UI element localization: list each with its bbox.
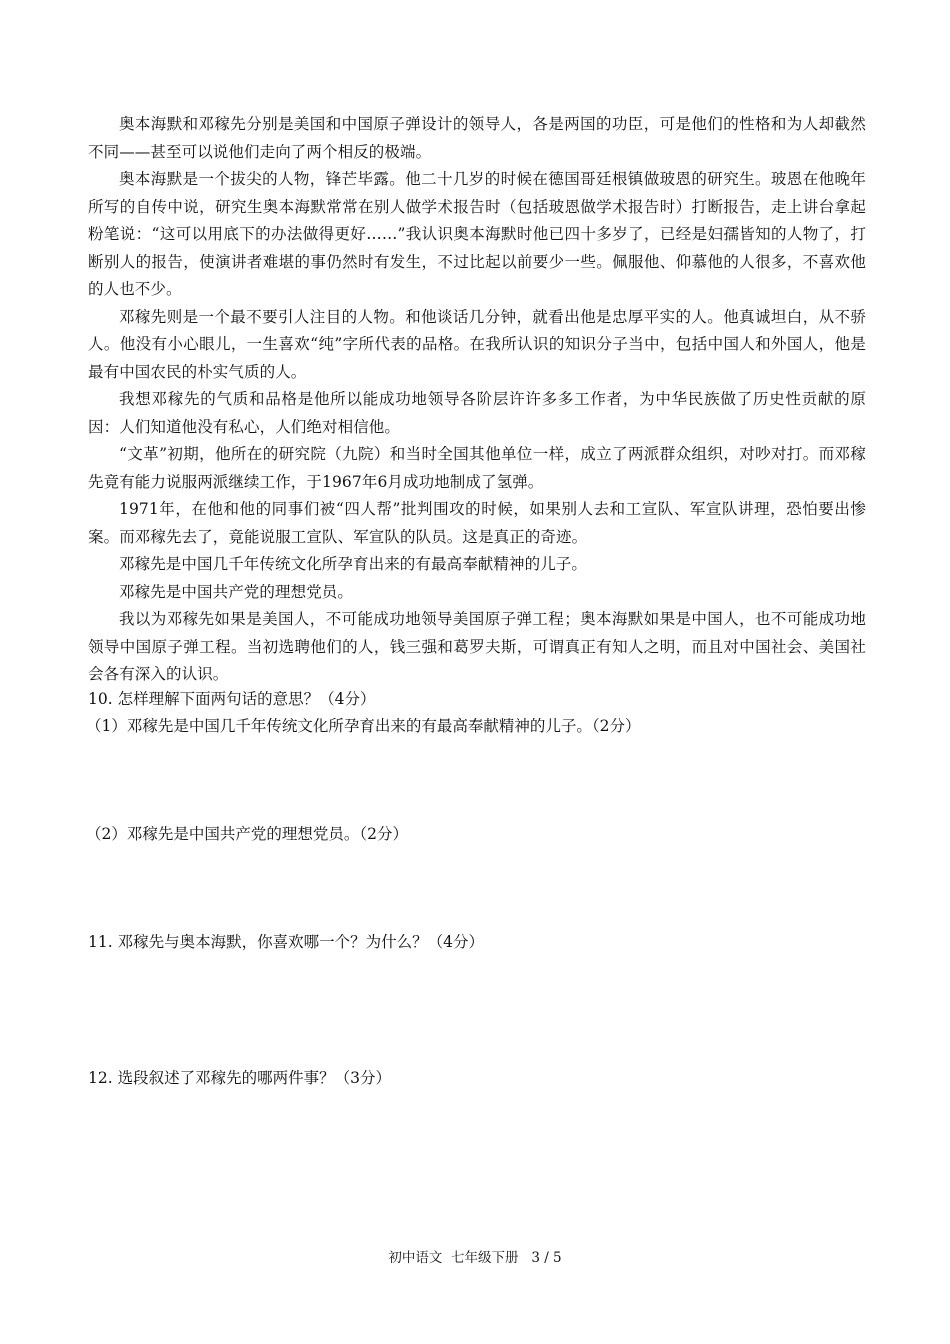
question-11: 11. 邓稼先与奥本海默，你喜欢哪一个？为什么？（4分）	[88, 933, 484, 951]
question-10: 10. 怎样理解下面两句话的意思？（4分）	[88, 690, 376, 708]
passage-paragraph-3: 邓稼先则是一个最不要引人注目的人物。和他谈话几分钟，就看出他是忠厚平实的人。他真诚坦白，从不骄人。他没有小心眼儿，一生喜欢“纯”字所代表的品格。在我所认识的知识分子当中，包括中国人和外国人，他是最有中国农民的朴实气质的人。	[88, 307, 866, 381]
reading-passage	[88, 111, 866, 689]
passage-paragraph-2: 奥本海默是一个拔尖的人物，锋芒毕露。他二十几岁的时候在德国哥廷根镇做玻恩的研究生。玻恩在他晚年所写的自传中说，研究生奥本海默常常在别人做学术报告时（包括玻恩做学术报告时）打断报告，走上讲台拿起粉笔说：“这可以用底下的办法做得更好……”我认识奥本海默时他已四十多岁了，已经是妇孺皆知的人物了，打断别人的报告，使演讲者难堪的事仍然时有发生，不过比起以前要少一些。佩服他、仰慕他的人很多，不喜欢他的人也不少。	[88, 170, 866, 298]
passage-paragraph-4: 我想邓稼先的气质和品格是他所以能成功地领导各阶层许许多多工作者，为中华民族做了历史性贡献的原因：人们知道他没有私心，人们绝对相信他。	[88, 390, 866, 436]
passage-paragraph-1: 奥本海默和邓稼先分别是美国和中国原子弹设计的领导人，各是两国的功臣，可是他们的性格和为人却截然不同——甚至可以说他们走向了两个相反的极端。	[88, 115, 866, 161]
question-10-part-2: （2）邓稼先是中国共产党的理想党员。（2分）	[86, 825, 408, 843]
passage-paragraph-5: “文革”初期，他所在的研究院（九院）和当时全国其他单位一样，成立了两派群众组织，对吵对打。而邓稼先竟有能力说服两派继续工作，于1967年6月成功地制成了氢弹。	[88, 445, 866, 491]
passage-paragraph-7: 邓稼先是中国几千年传统文化所孕育出来的有最高奉献精神的儿子。	[119, 555, 588, 573]
passage-paragraph-8: 邓稼先是中国共产党的理想党员。	[119, 582, 354, 601]
passage-paragraph-9: 我以为邓稼先如果是美国人，不可能成功地领导美国原子弹工程；奥本海默如果是中国人，也不可能成功地领导中国原子弹工程。当初选聘他们的人，钱三强和葛罗夫斯，可谓真正有知人之明，而且对中国社会、美国社会各有深入的认识。	[88, 610, 866, 683]
question-12: 12. 选段叙述了邓稼先的哪两件事？（3分）	[88, 1069, 391, 1087]
passage-paragraph-6: 1971年，在他和他的同事们被“四人帮”批判围攻的时候，如果别人去和工宣队、军宣队讲理，恐怕要出惨案。而邓稼先去了，竟能说服工宣队、军宣队的队员。这是真正的奇迹。	[88, 500, 866, 546]
question-10-part-1: （1）邓稼先是中国几千年传统文化所孕育出来的有最高奉献精神的儿子。（2分）	[86, 717, 641, 735]
page-footer: 初中语文 七年级下册 3 / 5	[388, 1250, 562, 1266]
